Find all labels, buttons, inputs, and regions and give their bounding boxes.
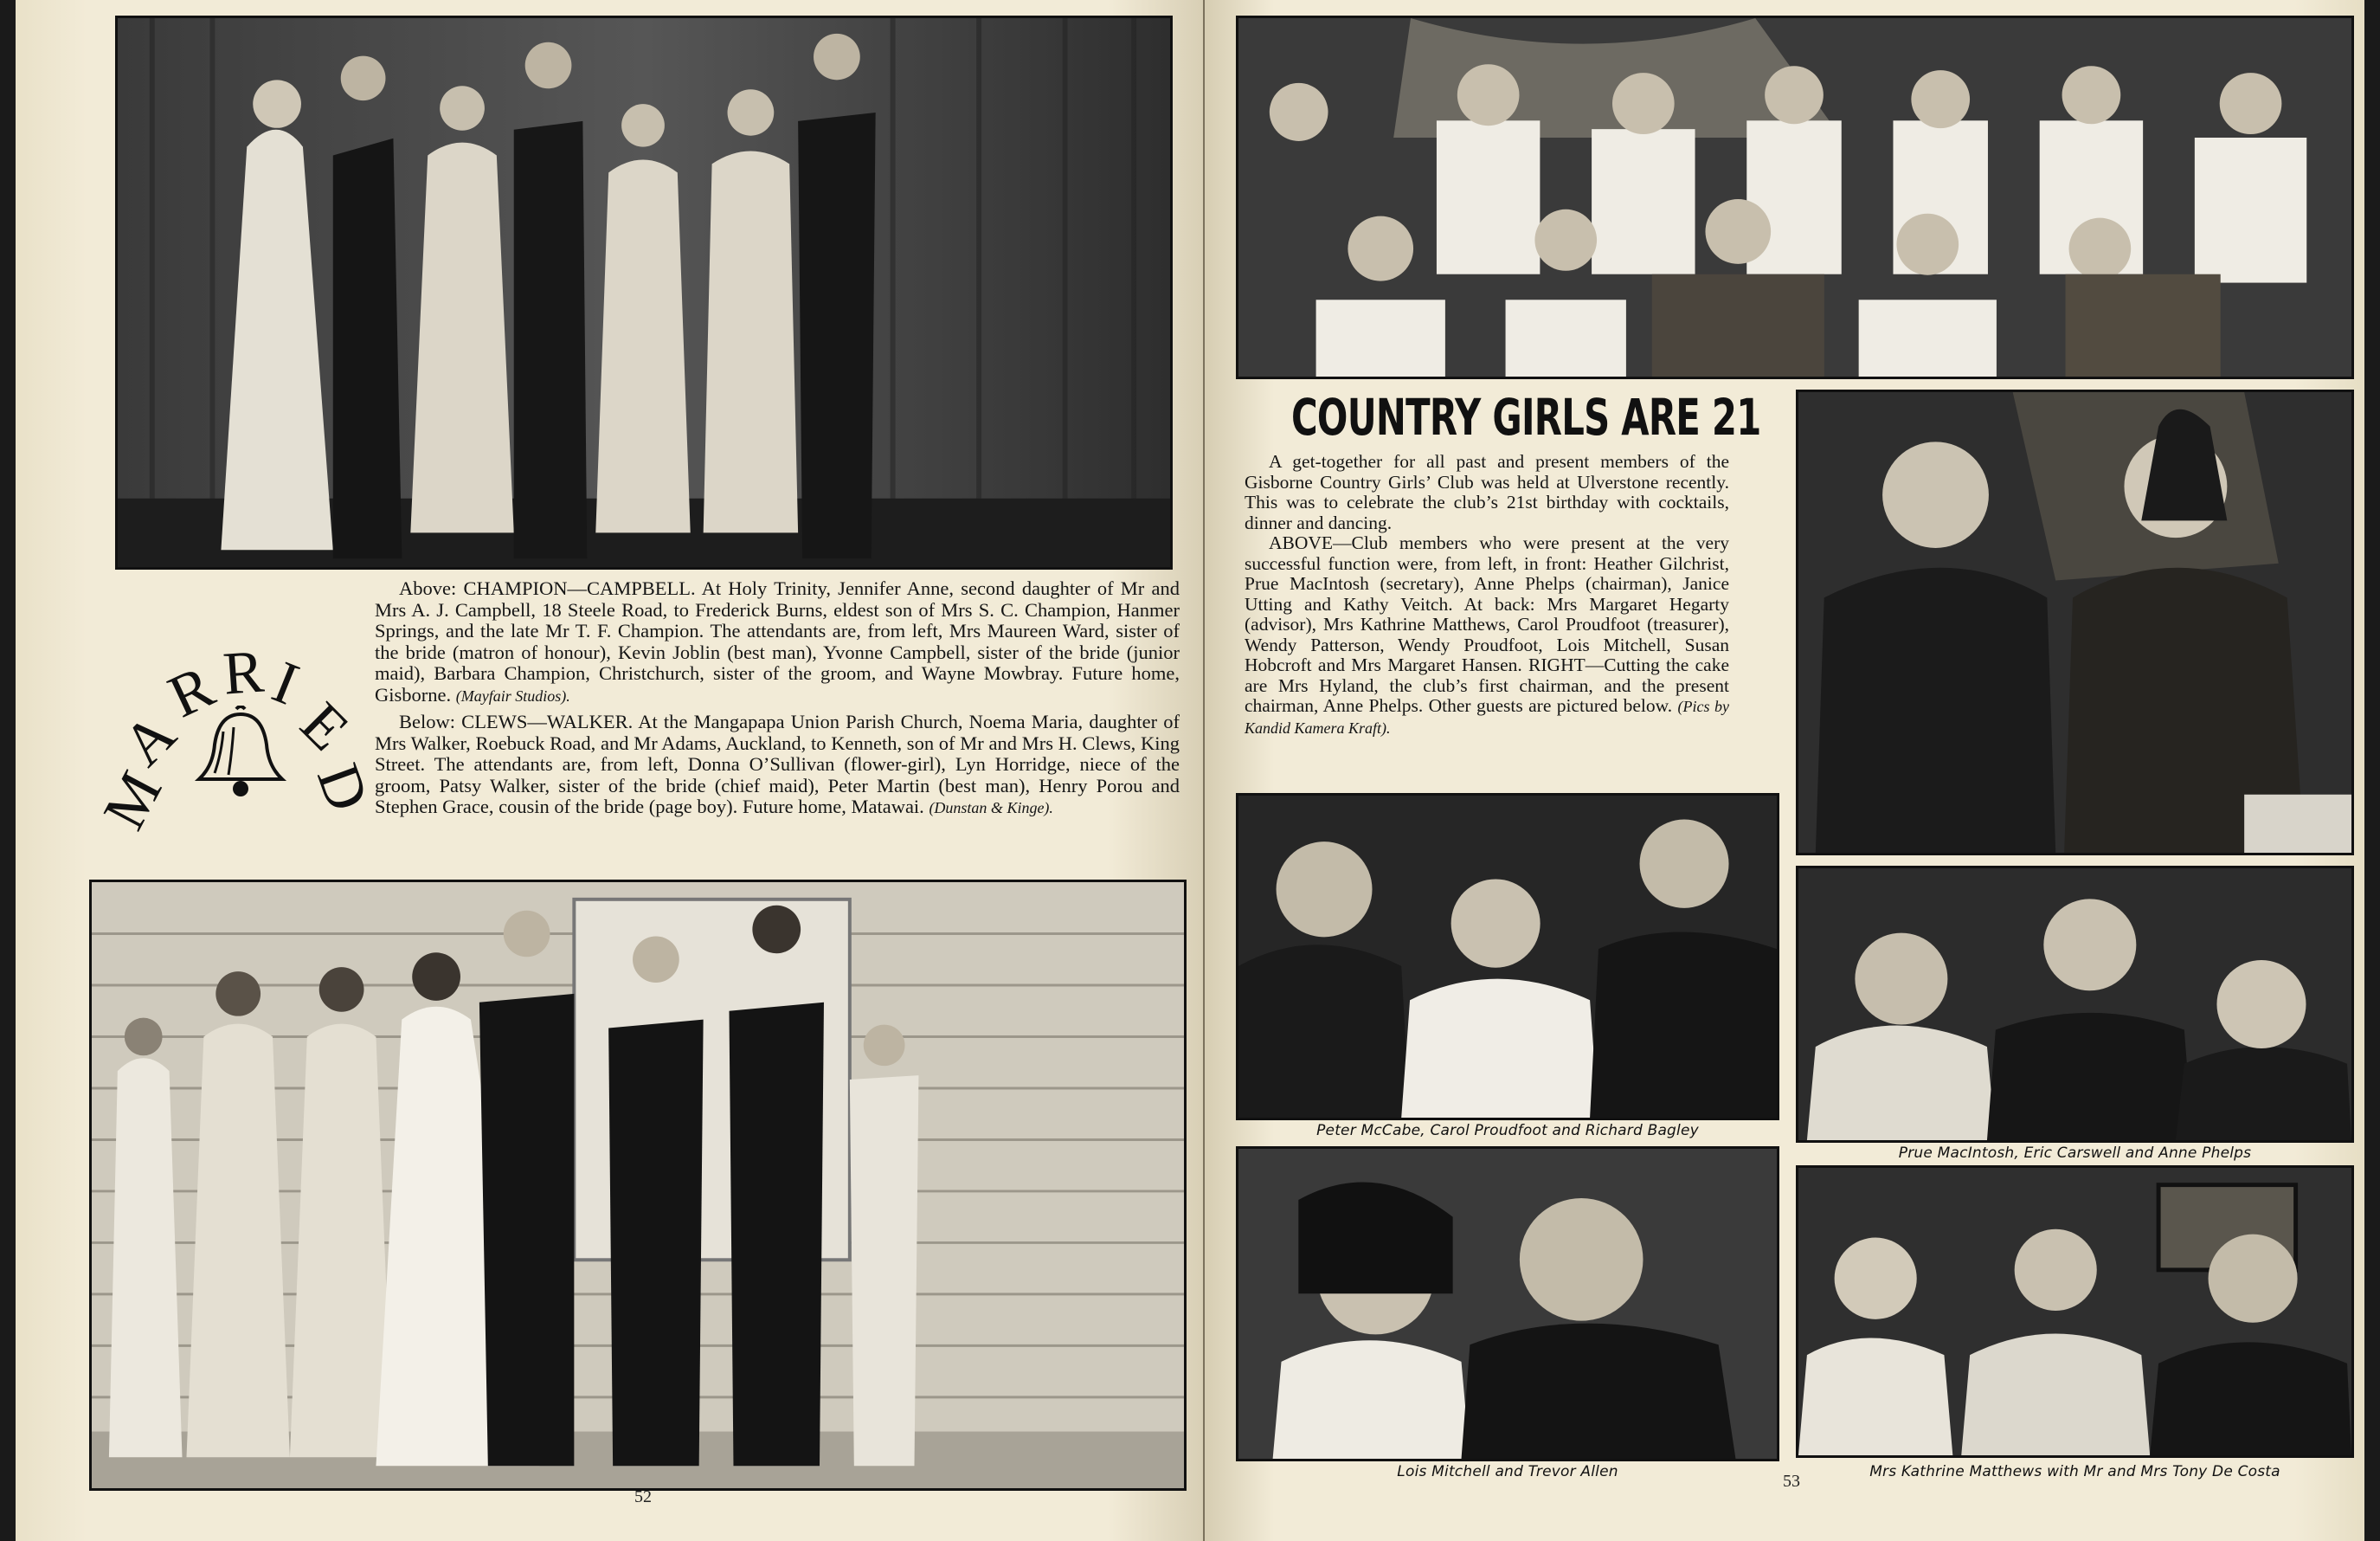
mitchell-allen-image — [1238, 1149, 1777, 1459]
married-letter-r2: R — [221, 638, 267, 708]
article-intro-paragraph: A get-together for all past and present members of the Gisborne Country Girls’ Club was held at Ulverstone recently. This was to celebrate the club’s 21st birthday with cocktails, dinner and dancing. — [1245, 451, 1729, 533]
caption-matthews: Mrs Kathrine Matthews with Mr and Mrs Tony De Costa — [1869, 1463, 2280, 1480]
photo-club-members-group — [1236, 16, 2354, 379]
married-letter-m: M — [91, 761, 176, 841]
club-members-image — [1238, 18, 2351, 377]
photo-mccabe-proudfoot-bagley — [1236, 793, 1779, 1120]
photo-cutting-cake — [1796, 390, 2354, 855]
wedding-announcements-text — [375, 578, 1180, 819]
clews-walker-paragraph — [375, 712, 1180, 819]
married-letter-d: D — [303, 755, 382, 820]
page-number-right: 53 — [1783, 1472, 1800, 1491]
article-headline: COUNTRY GIRLS ARE 21 — [1291, 388, 1761, 447]
photo-mitchell-allen — [1236, 1146, 1779, 1461]
article-body — [1245, 452, 1729, 738]
photo-matthews-de-costa — [1796, 1165, 2354, 1458]
photo-clews-walker-wedding — [89, 880, 1187, 1491]
photo-macintosh-carswell-phelps — [1796, 866, 2354, 1143]
caption-mccabe: Peter McCabe, Carol Proudfoot and Richard Bagley — [1316, 1122, 1699, 1139]
married-letter-e: E — [287, 690, 362, 764]
married-letter-r1: R — [158, 653, 224, 732]
caption-mitchell: Lois Mitchell and Trevor Allen — [1397, 1463, 1618, 1480]
wedding-bell-icon — [189, 706, 293, 801]
cake-cutting-image — [1798, 392, 2351, 853]
page-number-left: 52 — [634, 1487, 652, 1506]
wedding-group-image — [118, 18, 1170, 567]
married-letter-a: A — [110, 700, 190, 779]
right-page — [1205, 0, 2364, 1541]
wedding-porch-image — [92, 882, 1184, 1488]
matthews-de-costa-image — [1798, 1168, 2351, 1455]
mccabe-group-image — [1238, 796, 1777, 1118]
married-emblem — [91, 623, 382, 848]
married-letter-i: I — [263, 648, 308, 719]
caption-macintosh: Prue MacIntosh, Eric Carswell and Anne Phelps — [1898, 1144, 2252, 1162]
mayfair-credit: (Mayfair Studios). — [455, 687, 570, 705]
macintosh-group-image — [1798, 868, 2351, 1140]
champion-campbell-paragraph — [375, 578, 1180, 706]
champion-campbell-text: Above: CHAMPION—CAMPBELL. At Holy Trinity, Jennifer Anne, second daughter of Mr and Mrs A. J. Campbell, 18 Steele Road, to Frederick Burns, eldest son of Mrs S. C. Champion, Hanmer Springs, and the late Mr T. F. Champion. The attendants are, from left, Mrs Maureen Ward, sister of the bride (matron of honour), Kevin Joblin (best man), Yvonne Campbell, sister of the bride (junior maid), Barbara Champion, Christchurch, sister of the groom, and Wayne Mowbray. Future home, Gisborne. — [375, 577, 1180, 706]
clews-walker-text: Below: CLEWS—WALKER. At the Mangapapa Union Parish Church, Noema Maria, daughter of Mrs Walker, Roebuck Road, and Mr Adams, Auckland, to Kenneth, son of Mr and Mrs H. Clews, King Street. The attendants are, from left, Donna O’Sullivan (flower-girl), Lyn Horridge, niece of the groom, Patsy Walker, sister of the bride (chief maid), Peter Martin (best man), Henry Porou and Stephen Grace, cousin of the bride (page boy). Future home, Matawai. — [375, 711, 1180, 817]
kandid-kamera-credit: (Pics by Kandid Kamera Kraft). — [1245, 698, 1729, 737]
left-page — [16, 0, 1203, 1541]
photo-champion-campbell-wedding — [115, 16, 1173, 570]
article-members-paragraph — [1245, 533, 1729, 738]
article-members-text: ABOVE—Club members who were present at the very successful function were, from left, in front: Heather Gilchrist, Prue MacIntosh (secretary), Anne Phelps (chairman), Janice Utting and Kathy Veitch. At back: Mrs Margaret Hegarty (advisor), Mrs Kathrine Matthews, Carol Proudfoot (treasurer), Wendy Patterson, Wendy Proudfoot, Lois Mitchell, Susan Hobcroft and Mrs Margaret Hansen. RIGHT—Cutting the cake are Mrs Hyland, the club’s first chairman, and the present chairman, Anne Phelps. Other guests are pictured below. — [1245, 532, 1729, 716]
dunstan-kinge-credit: (Dunstan & Kinge). — [929, 799, 1053, 816]
